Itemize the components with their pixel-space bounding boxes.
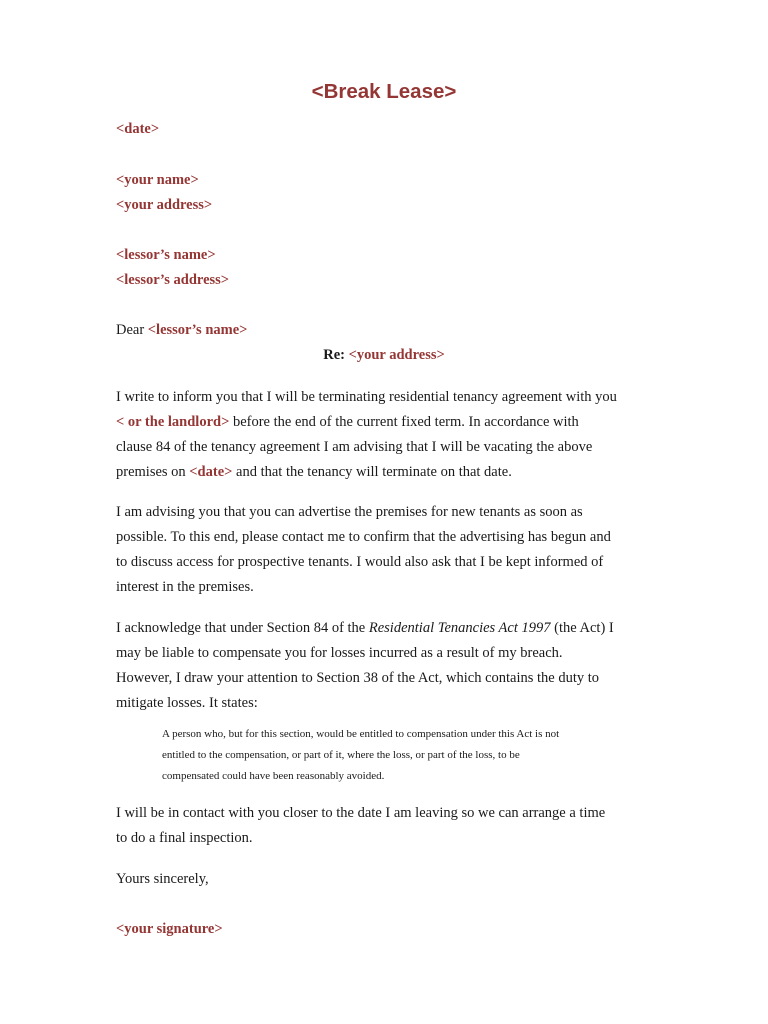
quote-line1: A person who, but for this section, would be entitled to compensation under this Act is not bbox=[162, 728, 560, 740]
your-name-placeholder: <your name> bbox=[116, 172, 199, 188]
quote-line2: entitled to the compensation, or part of it, where the loss, or part of the loss, to be bbox=[162, 749, 520, 761]
re-line bbox=[0, 347, 768, 364]
paragraph-acknowledge bbox=[116, 616, 656, 716]
paragraph-inspection bbox=[116, 801, 656, 851]
para1-line4 bbox=[116, 460, 656, 485]
salutation-name-placeholder: <lessor’s name> bbox=[147, 322, 248, 338]
para1-line2-text: before the end of the current fixed term. In accordance with bbox=[229, 414, 579, 430]
para2-line2: possible. To this end, please contact me to confirm that the advertising has begun and bbox=[116, 529, 611, 545]
re-label: Re: bbox=[323, 347, 349, 363]
salutation-prefix: Dear bbox=[116, 322, 148, 338]
para1-line3: clause 84 of the tenancy agreement I am advising that I will be vacating the above bbox=[116, 439, 593, 455]
paragraph-advertise bbox=[116, 500, 656, 600]
vacate-date-placeholder: <date> bbox=[189, 464, 233, 480]
quote-line3: compensated could have been reasonably avoided. bbox=[162, 770, 385, 782]
para4-line1: I will be in contact with you closer to the date I am leaving so we can arrange a time bbox=[116, 805, 606, 821]
para1-line4-pre: premises on bbox=[116, 464, 190, 480]
landlord-placeholder: < or the landlord> bbox=[116, 414, 230, 430]
para3-line1-post: (the Act) I bbox=[550, 620, 614, 636]
para2-line1: I am advising you that you can advertise the premises for new tenants as soon as bbox=[116, 504, 583, 520]
para3-line4: mitigate losses. It states: bbox=[116, 695, 258, 711]
para3-line1-pre: I acknowledge that under Section 84 of the bbox=[116, 620, 369, 636]
para2-line3: to discuss access for prospective tenants. I would also ask that I be kept informed of bbox=[116, 554, 604, 570]
closing: Yours sincerely, bbox=[116, 871, 209, 887]
quoted-section bbox=[162, 724, 642, 787]
document-title: <Break Lease> bbox=[311, 80, 457, 103]
signature-placeholder: <your signature> bbox=[116, 921, 223, 937]
your-address-placeholder: <your address> bbox=[116, 197, 213, 213]
para1-line4-post: and that the tenancy will terminate on that date. bbox=[232, 464, 512, 480]
date-placeholder: <date> bbox=[116, 121, 160, 137]
lessor-name-placeholder: <lessor’s name> bbox=[116, 247, 216, 263]
para3-line2: may be liable to compensate you for losses incurred as a result of my breach. bbox=[116, 645, 563, 661]
salutation bbox=[116, 322, 247, 339]
para3-line1 bbox=[116, 616, 656, 641]
act-name: Residential Tenancies Act 1997 bbox=[368, 620, 551, 636]
para3-line3: However, I draw your attention to Section 38 of the Act, which contains the duty to bbox=[116, 670, 600, 686]
re-address-placeholder: <your address> bbox=[348, 347, 445, 363]
para1-line1: I write to inform you that I will be terminating residential tenancy agreement with you bbox=[116, 389, 617, 405]
para4-line2: to do a final inspection. bbox=[116, 830, 253, 846]
lessor-address-placeholder: <lessor’s address> bbox=[116, 272, 230, 288]
para1-line2 bbox=[116, 410, 656, 435]
para2-line4: interest in the premises. bbox=[116, 579, 254, 595]
paragraph-termination bbox=[116, 385, 656, 485]
